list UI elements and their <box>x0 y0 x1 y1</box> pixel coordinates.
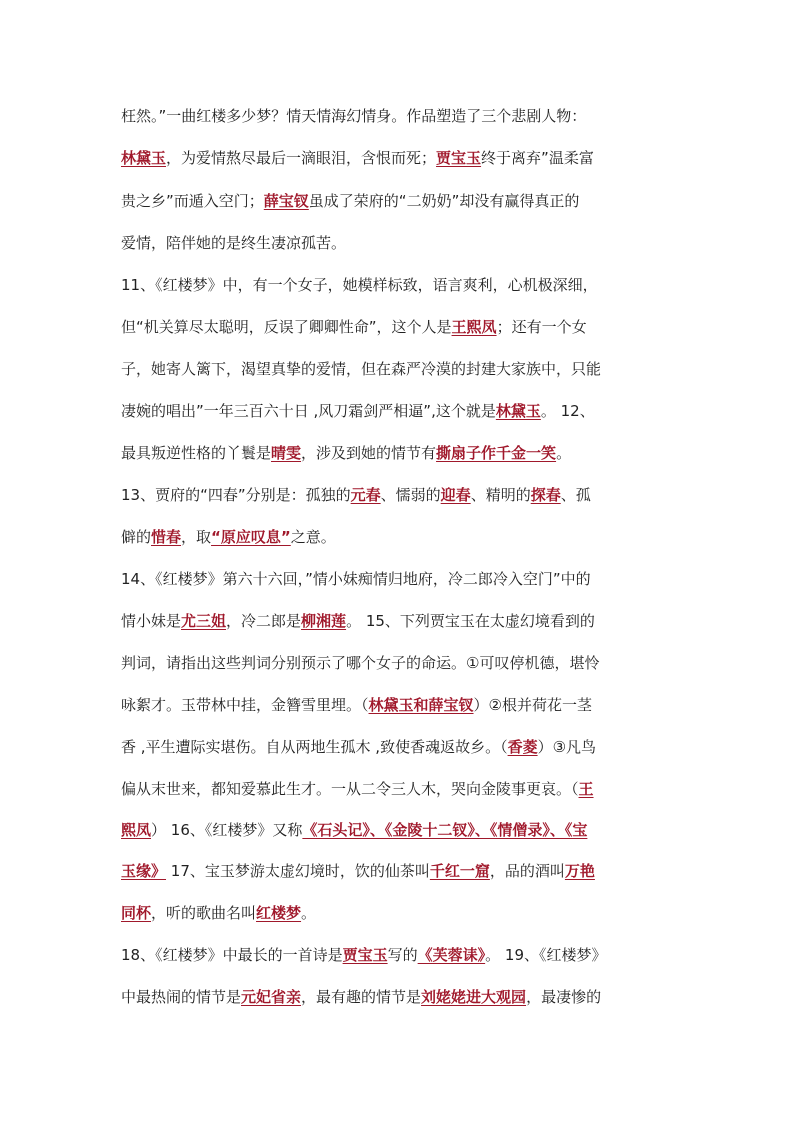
text-segment: ，最凄惨的 <box>526 988 602 1006</box>
answer-highlight: 万艳 <box>564 862 595 880</box>
answer-highlight: “原应叹息” <box>211 528 291 546</box>
text-segment: ，听的歌曲名叫 <box>151 904 257 922</box>
text-segment: ，冷二郎是 <box>226 612 302 630</box>
answer-highlight: 贾宝玉 <box>342 946 388 964</box>
text-segment: 。 <box>556 444 572 462</box>
text-segment: 判词，请指出这些判词分别预示了哪个女子的命运。①可叹停机德，堪怜 <box>121 654 600 672</box>
text-line <box>121 567 673 591</box>
answer-highlight: 玉缘》 <box>121 862 167 880</box>
answer-highlight: 《石头记》、《金陵十二钗》、《情僧录》、《宝 <box>302 821 588 839</box>
text-line <box>121 273 673 297</box>
text-segment: 18、《红楼梦》中最长的一首诗是 <box>121 946 343 964</box>
text-segment: 最具叛逆性格的丫鬟是 <box>121 444 272 462</box>
text-segment: 虽成了荣府的“二奶奶”却没有赢得真正的 <box>308 192 580 210</box>
text-line <box>121 146 673 170</box>
text-segment: 情小妹是 <box>121 612 182 630</box>
text-segment: 但“机关算尽太聪明，反误了卿卿性命”，这个人是 <box>121 318 452 336</box>
text-line <box>121 943 673 967</box>
text-segment: 终于离弃”温柔富 <box>481 149 594 167</box>
text-segment: ）③凡鸟 <box>537 738 597 756</box>
text-line <box>121 609 673 633</box>
text-segment: ，品的酒叫 <box>489 862 565 880</box>
text-segment: 之意。 <box>290 528 336 546</box>
text-line <box>121 399 673 423</box>
text-line <box>121 735 673 759</box>
text-line <box>121 441 673 465</box>
answer-highlight: 同杯 <box>121 904 152 922</box>
answer-highlight: 熙凤 <box>121 821 152 839</box>
text-segment: 17、宝玉梦游太虚幻境时，饮的仙茶叫 <box>166 862 430 880</box>
text-segment: 香 ,平生遭际实堪伤。自从两地生孤木 ,致使香魂返故乡。（ <box>121 738 508 756</box>
text-segment: 。 15、下列贾宝玉在太虚幻境看到的 <box>346 612 595 630</box>
text-segment: 。 <box>301 904 317 922</box>
text-segment: 偏从末世来，都知爱慕此生才。一从二令三人木，哭向金陵事更哀。（ <box>121 780 579 798</box>
text-line <box>121 859 673 883</box>
text-segment: ，取 <box>181 528 212 546</box>
answer-highlight: 千红一窟 <box>429 862 490 880</box>
answer-highlight: 尤三姐 <box>181 612 227 630</box>
answer-highlight: 林黛玉和薛宝钗 <box>368 696 474 714</box>
answer-highlight: 撕扇子作千金一笑 <box>436 444 557 462</box>
text-segment: 中最热闹的情节是 <box>121 988 242 1006</box>
text-line <box>121 818 673 842</box>
text-segment: 、孤 <box>560 486 591 504</box>
answer-highlight: 元妃省亲 <box>241 988 302 1006</box>
answer-highlight: 探春 <box>530 486 561 504</box>
answer-highlight: 薛宝钗 <box>263 192 309 210</box>
text-line <box>121 357 673 381</box>
text-segment: 贵之乡”而遁入空门； <box>121 192 264 210</box>
text-segment: 爱情，陪伴她的是终生凄凉孤苦。 <box>121 234 347 252</box>
text-line <box>121 104 673 128</box>
text-line <box>121 693 673 717</box>
answer-highlight: 《芙蓉诔》 <box>417 946 486 964</box>
text-line <box>121 901 673 925</box>
text-segment: 僻的 <box>121 528 152 546</box>
text-line <box>121 985 673 1009</box>
text-segment: ，最有趣的情节是 <box>301 988 422 1006</box>
answer-highlight: 惜春 <box>151 528 182 546</box>
text-segment: 写的 <box>387 946 418 964</box>
answer-highlight: 刘姥姥进大观园 <box>421 988 527 1006</box>
text-segment: ；还有一个女 <box>496 318 587 336</box>
answer-highlight: 王熙凤 <box>451 318 497 336</box>
answer-highlight: 元春 <box>350 486 381 504</box>
answer-highlight: 贾宝玉 <box>436 149 482 167</box>
text-segment: ） 16、《红楼梦》又称 <box>151 821 303 839</box>
text-line <box>121 315 673 339</box>
text-line <box>121 189 673 213</box>
text-segment: 、懦弱的 <box>380 486 441 504</box>
text-segment: 咏絮才。玉带林中挂，金簪雪里埋。（ <box>121 696 369 714</box>
answer-highlight: 红楼梦 <box>256 904 302 922</box>
answer-highlight: 柳湘莲 <box>301 612 347 630</box>
text-segment: 凄婉的唱出”一年三百六十日 ,风刀霜剑严相逼”,这个就是 <box>121 402 496 420</box>
text-segment: 14、《红楼梦》第六十六回，”情小妹痴情归地府，冷二郎冷入空门”中的 <box>121 570 591 588</box>
answer-highlight: 王 <box>578 780 594 798</box>
answer-highlight: 香菱 <box>507 738 538 756</box>
text-segment: ，为爱情熬尽最后一滴眼泪，含恨而死； <box>166 149 437 167</box>
text-segment: 11、《红楼梦》中，有一个女子，她模样标致，语言爽利，心机极深细， <box>121 276 598 294</box>
text-line <box>121 483 673 507</box>
answer-highlight: 迎春 <box>440 486 471 504</box>
answer-highlight: 晴雯 <box>271 444 302 462</box>
text-segment: ）②根并荷花一茎 <box>473 696 592 714</box>
text-segment: 。 12、 <box>540 402 595 420</box>
text-segment: 13、贾府的“四春”分别是：孤独的 <box>121 486 351 504</box>
text-line <box>121 525 673 549</box>
text-line <box>121 777 673 801</box>
text-segment: 、精明的 <box>470 486 531 504</box>
text-segment: 。 19、《红楼梦》 <box>485 946 607 964</box>
text-segment: 子，她寄人篱下，渴望真挚的爱情，但在森严冷漠的封建大家族中，只能 <box>121 360 602 378</box>
text-line <box>121 231 673 255</box>
text-line <box>121 651 673 675</box>
text-segment: 枉然。”一曲红楼多少梦？情天情海幻情身。作品塑造了三个悲剧人物： <box>121 107 587 125</box>
answer-highlight: 林黛玉 <box>121 149 167 167</box>
answer-highlight: 林黛玉 <box>495 402 541 420</box>
text-segment: ，涉及到她的情节有 <box>301 444 437 462</box>
